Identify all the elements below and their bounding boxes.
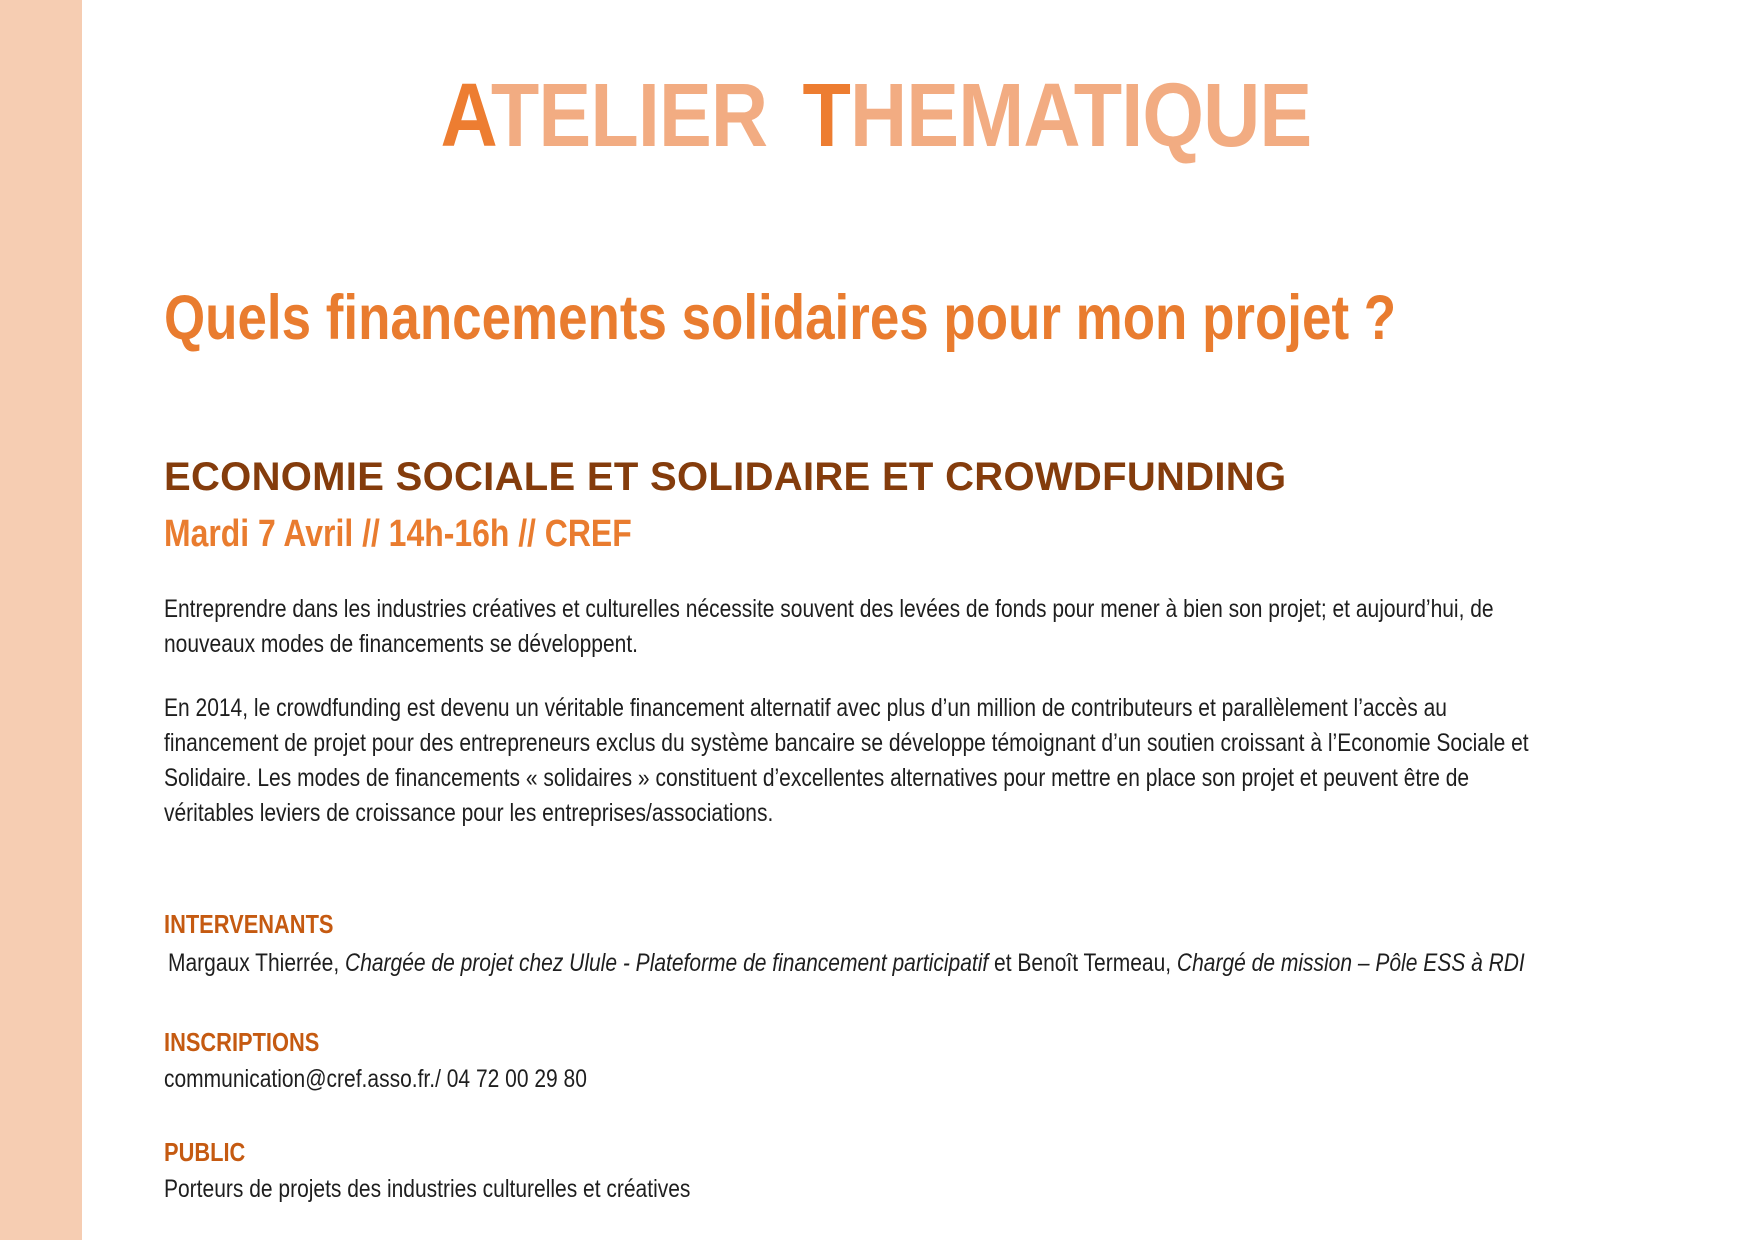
title-word-atelier: TELIER (490, 66, 768, 166)
speaker-connector: et Benoît Termeau, (988, 949, 1177, 977)
title-word-thematique: HEMATIQUE (849, 66, 1312, 166)
speaker1-name: Margaux Thierrée, (168, 949, 346, 977)
section-heading: ECONOMIE SOCIALE ET SOLIDAIRE ET CROWDFUNDING (164, 455, 1287, 499)
inscriptions-label: INSCRIPTIONS (164, 1027, 320, 1057)
main-question-title: Quels financements solidaires pour mon projet ? (164, 283, 1397, 353)
title-initial-t: T (802, 66, 850, 166)
title-initial-a: A (440, 66, 491, 166)
speaker2-role: Chargé de mission – Pôle ESS à RDI (1176, 949, 1525, 977)
public-label: PUBLIC (164, 1137, 246, 1167)
decorative-sidebar-band (0, 0, 82, 1240)
atelier-thematique-title (104, 66, 1648, 166)
intervenants-value (168, 946, 1525, 980)
speaker1-role: Chargée de projet chez Ulule - Plateforme de financement participatif (345, 949, 989, 977)
public-audience: Porteurs de projets des industries culturelles et créatives (164, 1175, 691, 1203)
intro-paragraph: Entreprendre dans les industries créatives et culturelles nécessite souvent des levées de fonds pour mener à bien son projet; et aujourd’hui, de nouveaux modes de financements se développent. (164, 595, 1494, 658)
context-paragraph: En 2014, le crowdfunding est devenu un véritable financement alternatif avec plus d’un million de contributeurs et parallèlement l’accès au financement de projet pour des entrepreneurs exclus du système bancaire se développe témoignant d’un soutien croissant à l’Economie Sociale et Solidaire. Les modes de financements « solidaires » constituent d’excellentes alternatives pour mettre en place son projet et peuvent être de véritables leviers de croissance pour les entreprises/associations. (164, 694, 1529, 827)
inscriptions-contact: communication@cref.asso.fr./ 04 72 00 29 80 (164, 1065, 587, 1093)
intervenants-label: INTERVENANTS (164, 909, 334, 939)
event-date-line: Mardi 7 Avril // 14h-16h // CREF (164, 513, 632, 555)
